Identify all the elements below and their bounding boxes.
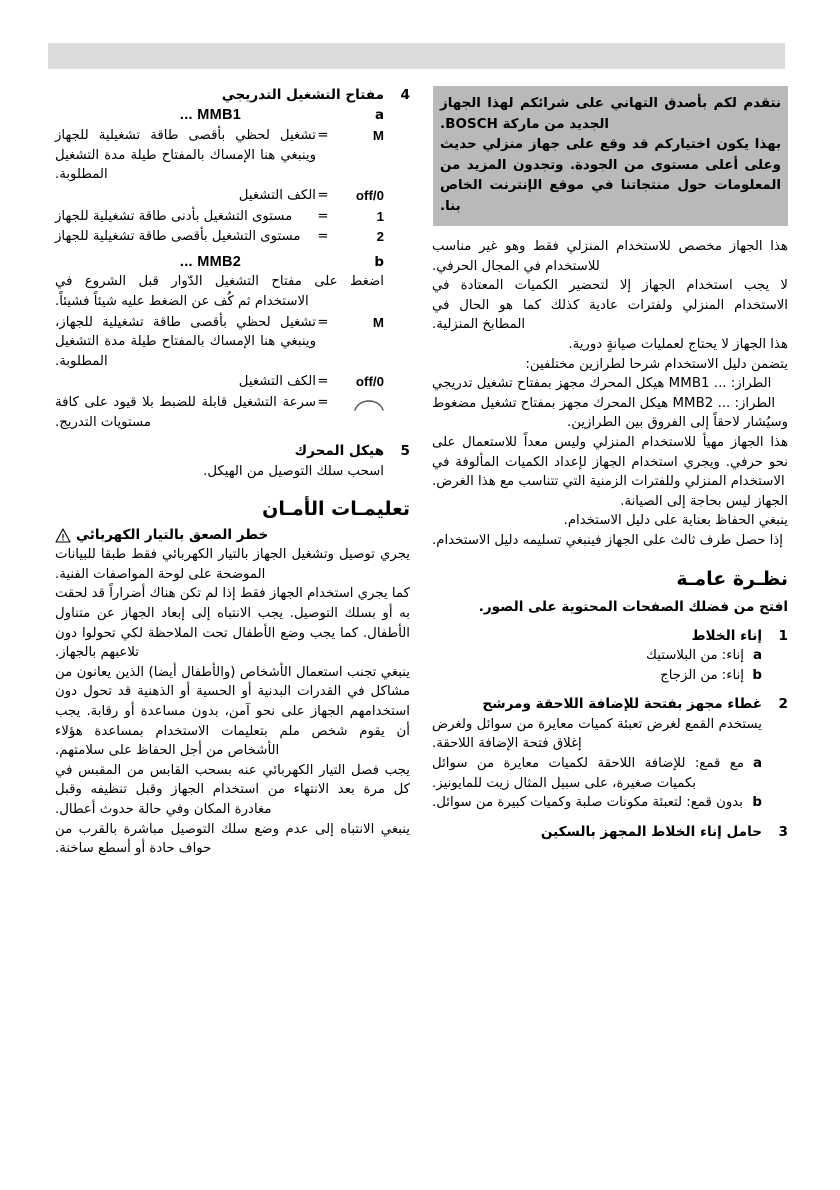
- part-subitem: [432, 646, 762, 666]
- intro-paragraph-2: لا يجب استخدام الجهاز إلا لتحضير الكميات المعتادة في الاستخدام المنزلي ولفترات عادية كذلك كما هو الحال في المطابخ المنزلية.: [432, 278, 788, 333]
- part-title: غطاء مجهز بفتحة للإضافة اللاحقة ومرشح: [482, 696, 762, 713]
- intro-paragraph-10: ينبغي الحفاظ بعناية على دليل الاستخدام.: [563, 513, 788, 529]
- part-title: حامل إناء الخلاط المجهز بالسكين: [540, 823, 762, 840]
- intro-paragraph-1: هذا الجهاز مخصص للاستخدام المنزلي فقط وهو غير مناسب للاستخدام في المجال الحرفي.: [432, 239, 788, 274]
- setting-equals: =: [317, 374, 329, 390]
- intro-paragraph-11: إذا حصل طرف ثالث على الجهاز فينبغي تسليمه دليل الاستخدام.: [432, 532, 783, 548]
- sub-text: إناء: من الزجاج: [660, 667, 744, 683]
- part-number: 5: [400, 443, 410, 460]
- setting-key: M: [372, 314, 384, 330]
- model-mmb2-description: الطراز: ... MMB2 هيكل المحرك مجهز بمفتاح تشغيل مضغوط: [432, 395, 776, 411]
- part-title: مفتاح التشغيل التدريجي: [221, 87, 384, 103]
- sub-letter: b: [752, 795, 762, 811]
- setting-value: مستوى التشغيل بأقصى طاقة تشغيلية للجهاز: [55, 229, 301, 245]
- intro-paragraph-4: يتضمن دليل الاستخدام شرحا لطرازين مختلفين:: [525, 356, 788, 372]
- safety-paragraph-2: كما يجري استخدام الجهاز فقط إذا لم تكن هناك أضراراً قد لحقت به أو بسلك التوصيل. يجب الانتباه إلى إبعاد الجهاز عن متناول الأطفال. كما يجب وضع الأطفال تحت الملاحظة لكي تحولوا دون تلاعبهم بالجهاز.: [55, 586, 410, 661]
- model-variant: [55, 253, 384, 273]
- setting-key: off/0: [355, 374, 384, 390]
- switch-setting-row: [55, 207, 384, 227]
- sub-letter: b: [752, 667, 762, 683]
- warning-triangle-icon: [55, 528, 71, 543]
- part-item: [432, 823, 788, 843]
- part-body: [432, 823, 762, 843]
- setting-value: تشغيل لحظي بأقصى طاقة تشغيلية للجهاز وينبغي هنا الإمساك بالمفتاح طيلة مدة التشغيل المطلوبة.: [55, 128, 316, 183]
- setting-equals: =: [317, 208, 329, 224]
- setting-key: 1: [376, 208, 384, 224]
- safety-paragraphs: [55, 545, 410, 859]
- intro-paragraph-8: هذا الجهاز مهيأ للاستخدام المنزلي وليس معداً للاستعمال على نحو حرفي. ويجري استخدام الجهاز لإعداد الكميات المألوفة في الاستخدام المنزلي وللفترات الزمنية التي تتناسب مع هذا الغرض.: [432, 434, 788, 490]
- part-body: [432, 627, 762, 686]
- part-description: اسحب سلك التوصيل من الهيكل.: [203, 463, 384, 479]
- intro-line-2: بهذا يكون اختياركم قد وقع على جهاز منزلي حديث وعلى أعلى مستوى من الجودة. وتجدون المزيد من المعلومات حول منتجاتنا في موقع الإنترنت الخاص بنا.: [440, 137, 781, 214]
- part-body: [55, 442, 384, 481]
- model-name: MMB1 ...: [179, 106, 242, 123]
- setting-key: 2: [376, 229, 384, 245]
- intro-paragraph-7: وسيُشار لاحقاً إلى الفروق بين الطرازين.: [567, 415, 788, 431]
- setting-equals: =: [317, 187, 329, 203]
- setting-equals: =: [317, 314, 329, 330]
- part-subitem: [432, 793, 762, 813]
- model-variant: [55, 106, 384, 126]
- switch-setting-row: [55, 227, 384, 247]
- part-number: 3: [778, 823, 788, 840]
- overview-lead: افتح من فضلك الصفحات المحتوية على الصور.: [478, 598, 788, 615]
- sub-text: بدون قمع: لتعبئة مكونات صلبة وكميات كبيرة من سوائل.: [432, 795, 743, 811]
- sub-text: إناء: من البلاستيك: [646, 648, 744, 664]
- part-item: [432, 627, 788, 686]
- part-title: هيكل المحرك: [294, 443, 384, 460]
- overview-section-title: نظـرة عامـة: [676, 567, 788, 590]
- model-name: MMB2 ...: [179, 253, 242, 270]
- part-number: 1: [778, 627, 788, 644]
- congratulations-box: [433, 86, 788, 226]
- warning-label: خطر الصعق بالتيار الكهربائي: [76, 527, 269, 544]
- safety-paragraph-1: يجري توصيل وتشغيل الجهاز بالتيار الكهربائي فقط طبقا للبيانات الموضحة على لوحة المواصفات الفنية.: [55, 547, 410, 582]
- part-subitem: [432, 754, 762, 793]
- part-subitem: [432, 666, 762, 686]
- sub-letter: a: [752, 756, 762, 772]
- electric-shock-warning: [55, 527, 410, 543]
- setting-key: M: [372, 128, 384, 144]
- switch-setting-row: [55, 186, 384, 206]
- setting-key: off/0: [355, 187, 384, 203]
- part-body: [55, 86, 384, 432]
- safety-paragraph-5: ينبغي الانتباه إلى عدم وضع سلك التوصيل مباشرة بالقرب من حواف حادة أو أسطع ساخنة.: [55, 821, 410, 857]
- part-number: 4: [400, 87, 410, 103]
- sub-letter: b: [374, 254, 384, 270]
- switch-setting-row: [55, 126, 384, 185]
- switch-setting-row: [55, 313, 384, 372]
- intro-paragraph-3: هذا الجهاز لا يحتاج لعمليات صيانةٍ دورية.: [568, 336, 788, 352]
- setting-value: الكف التشغيل: [238, 374, 316, 390]
- setting-value: تشغيل لحظي بأقصى طاقة تشغيلية للجهاز، وينبغي هنا الإمساك بالمفتاح طيلة مدة التشغيل المطلوبة.: [55, 314, 316, 369]
- part-body: [432, 695, 762, 813]
- model-intro-text: اضغط على مفتاح التشغيل الدّوار قبل الشروع في الاستخدام ثم كُف عن الضغط عليه شيئاً فشيئاً.: [55, 274, 384, 309]
- model-mmb1-description: الطراز: ... MMB1 هيكل المحرك مجهز بمفتاح تشغيل تدريجي: [432, 376, 772, 392]
- setting-value: مستوى التشغيل بأدنى طاقة تشغيلية للجهاز: [55, 208, 293, 224]
- part-item: [432, 695, 788, 813]
- part-title: إناء الخلاط: [691, 627, 762, 644]
- intro-paragraph-9: الجهاز ليس بحاجة إلى الصيانة.: [620, 493, 788, 509]
- right-column: [420, 0, 840, 1190]
- arc-icon: [354, 397, 384, 411]
- part-item: [55, 86, 410, 432]
- safety-section-title: تعليمـات الأمـان: [262, 498, 410, 521]
- safety-paragraph-3: ينبغي تجنب استعمال الأشخاص (والأطفال أيضا) الذين يعانون من مشاكل في القدرات البدنية أو الحسية أو الذهنية قد تحول دون استخدامهم الجهاز على نحو آمن، بدون مساعدة أو رقابة. يجب أن يقوم شخص ملم بتعليمات الاستخدام بمساعدة هؤلاء الأشخاص من أجل الحفاظ على سلامتهم.: [55, 664, 410, 759]
- setting-equals: =: [317, 229, 329, 245]
- part-number: 2: [778, 696, 788, 713]
- variable-speed-arc-icon: [330, 393, 384, 432]
- part-description: يستخدم القمع لغرض تعبئة كميات معايرة من سوائل ولغرض إغلاق فتحة الإضافة اللاحقة.: [432, 716, 762, 752]
- part-item: [55, 442, 410, 481]
- setting-value: الكف التشغيل: [238, 187, 316, 203]
- sub-letter: a: [374, 107, 384, 123]
- setting-equals: =: [317, 394, 329, 410]
- intro-line-1: نتقدم لكم بأصدق التهاني على شرائكم لهذا الجهاز الجديد من ماركة BOSCH.: [440, 96, 781, 132]
- sub-text: مع قمع: للإضافة اللاحقة لكميات معايرة من سوائل بكميات صغيرة، على سبيل المثال زيت للمايونيز.: [432, 756, 744, 791]
- sub-letter: a: [752, 648, 762, 664]
- safety-paragraph-4: يجب فصل التيار الكهربائي عنه بسحب القابس من المقبس في كل مرة بعد الانتهاء من استخدام الجهاز وقبل تنظيفه وقبل مغادرة المكان وفي حالة حدوث أعطال.: [55, 762, 410, 817]
- switch-setting-row: [55, 372, 384, 392]
- switch-setting-row: [55, 393, 384, 432]
- setting-equals: =: [317, 128, 329, 144]
- setting-value: سرعة التشغيل قابلة للضبط بلا قيود على كافة مستويات التدريج.: [55, 394, 316, 430]
